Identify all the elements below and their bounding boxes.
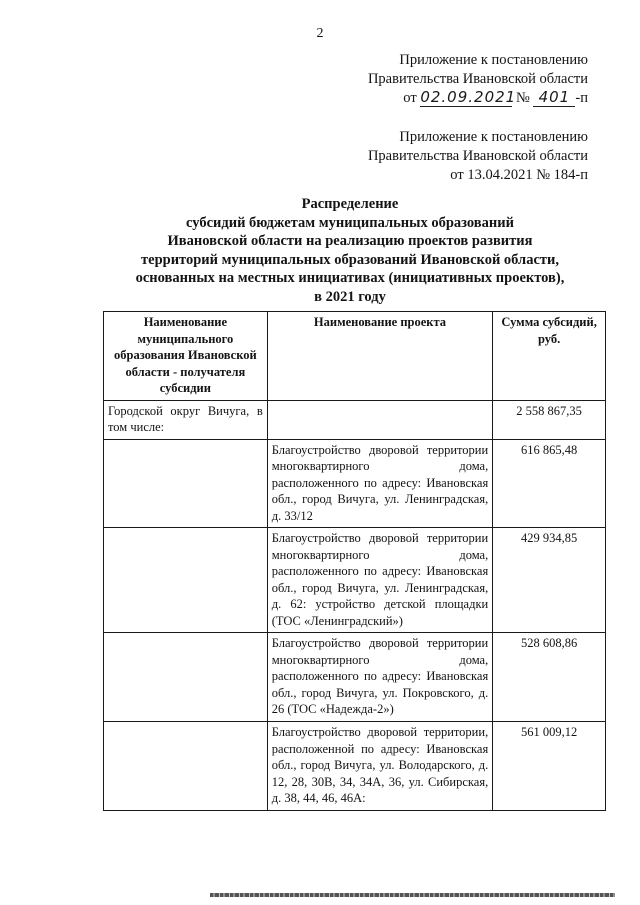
appendix-previous-line2: Правительства Ивановской области (367, 148, 588, 164)
appendix-previous (368, 128, 588, 185)
cell-project: Благоустройство дворовой территории многоквартирного дома, расположенного по адресу: Ивановская обл., город Вичуга, ул. Покровского, д. 26 (ТОС «Надежда-2») (267, 633, 492, 722)
handwritten-date: 02.09.2021 (420, 88, 517, 106)
cell-amount: 561 009,12 (493, 722, 606, 811)
handwritten-number: 401 (538, 88, 571, 106)
handwritten-number-field (533, 89, 575, 107)
from-label: от (403, 90, 417, 106)
table-row (104, 722, 606, 811)
title-line: субсидий бюджетам муниципальных образований (186, 214, 514, 231)
subsidies-table (103, 311, 606, 811)
table-row (104, 400, 606, 439)
title-line: основанных на местных инициативах (инициативных проектов), (135, 270, 565, 286)
cell-municipality (104, 722, 268, 811)
header-municipality: Наименование муниципального образования Ивановской области - получателя субсидии (104, 312, 268, 401)
cell-project: Благоустройство дворовой территории, расположенной по адресу: Ивановская обл., город Вичуга, ул. Володарского, д. 12, 28, 30В, 34, 34А, 36, ул. Сибирская, д. 38, 44, 46, 46А: (267, 722, 492, 811)
cell-project: Благоустройство дворовой территории многоквартирного дома, расположенного по адресу: Ивановская обл., город Вичуга, ул. Ленинградская, д. 62: устройство детской площадки (ТОС «Ленинградский») (267, 528, 492, 633)
cell-amount: 528 608,86 (493, 633, 606, 722)
cell-municipality (104, 528, 268, 633)
appendix-current-line2: Правительства Ивановской области (367, 71, 588, 87)
cell-municipality (104, 633, 268, 722)
table-row (104, 528, 606, 633)
scan-edge-mark (210, 893, 615, 897)
title-line: в 2021 году (314, 288, 386, 305)
table-row (104, 633, 606, 722)
header-project: Наименование проекта (267, 312, 492, 401)
number-suffix: -п (575, 90, 588, 106)
title-line: территорий муниципальных образований Ивановской области, (141, 251, 559, 268)
title-line: Распределение (301, 196, 399, 212)
title-line: Ивановской области на реализацию проектов развития (167, 233, 533, 249)
appendix-current (368, 51, 588, 108)
appendix-current-date-line (368, 89, 588, 108)
cell-amount: 616 865,48 (493, 439, 606, 528)
handwritten-date-field (420, 88, 517, 107)
cell-municipality (104, 439, 268, 528)
cell-amount: 2 558 867,35 (493, 400, 606, 439)
document-title (60, 195, 640, 306)
page-number: 2 (316, 26, 324, 41)
number-label: № (515, 90, 530, 106)
table-header-row (104, 312, 606, 401)
appendix-previous-line1: Приложение к постановлению (399, 129, 588, 145)
table-row (104, 439, 606, 528)
appendix-current-line1: Приложение к постановлению (399, 52, 588, 68)
appendix-previous-line3: от 13.04.2021 № 184-п (450, 167, 588, 183)
cell-project (267, 400, 492, 439)
cell-project: Благоустройство дворовой территории многоквартирного дома, расположенного по адресу: Ивановская обл., город Вичуга, ул. Ленинградская, д. 33/12 (267, 439, 492, 528)
header-amount: Сумма субсидий, руб. (493, 312, 606, 401)
cell-municipality: Городской округ Вичуга, в том числе: (104, 400, 268, 439)
cell-amount: 429 934,85 (493, 528, 606, 633)
